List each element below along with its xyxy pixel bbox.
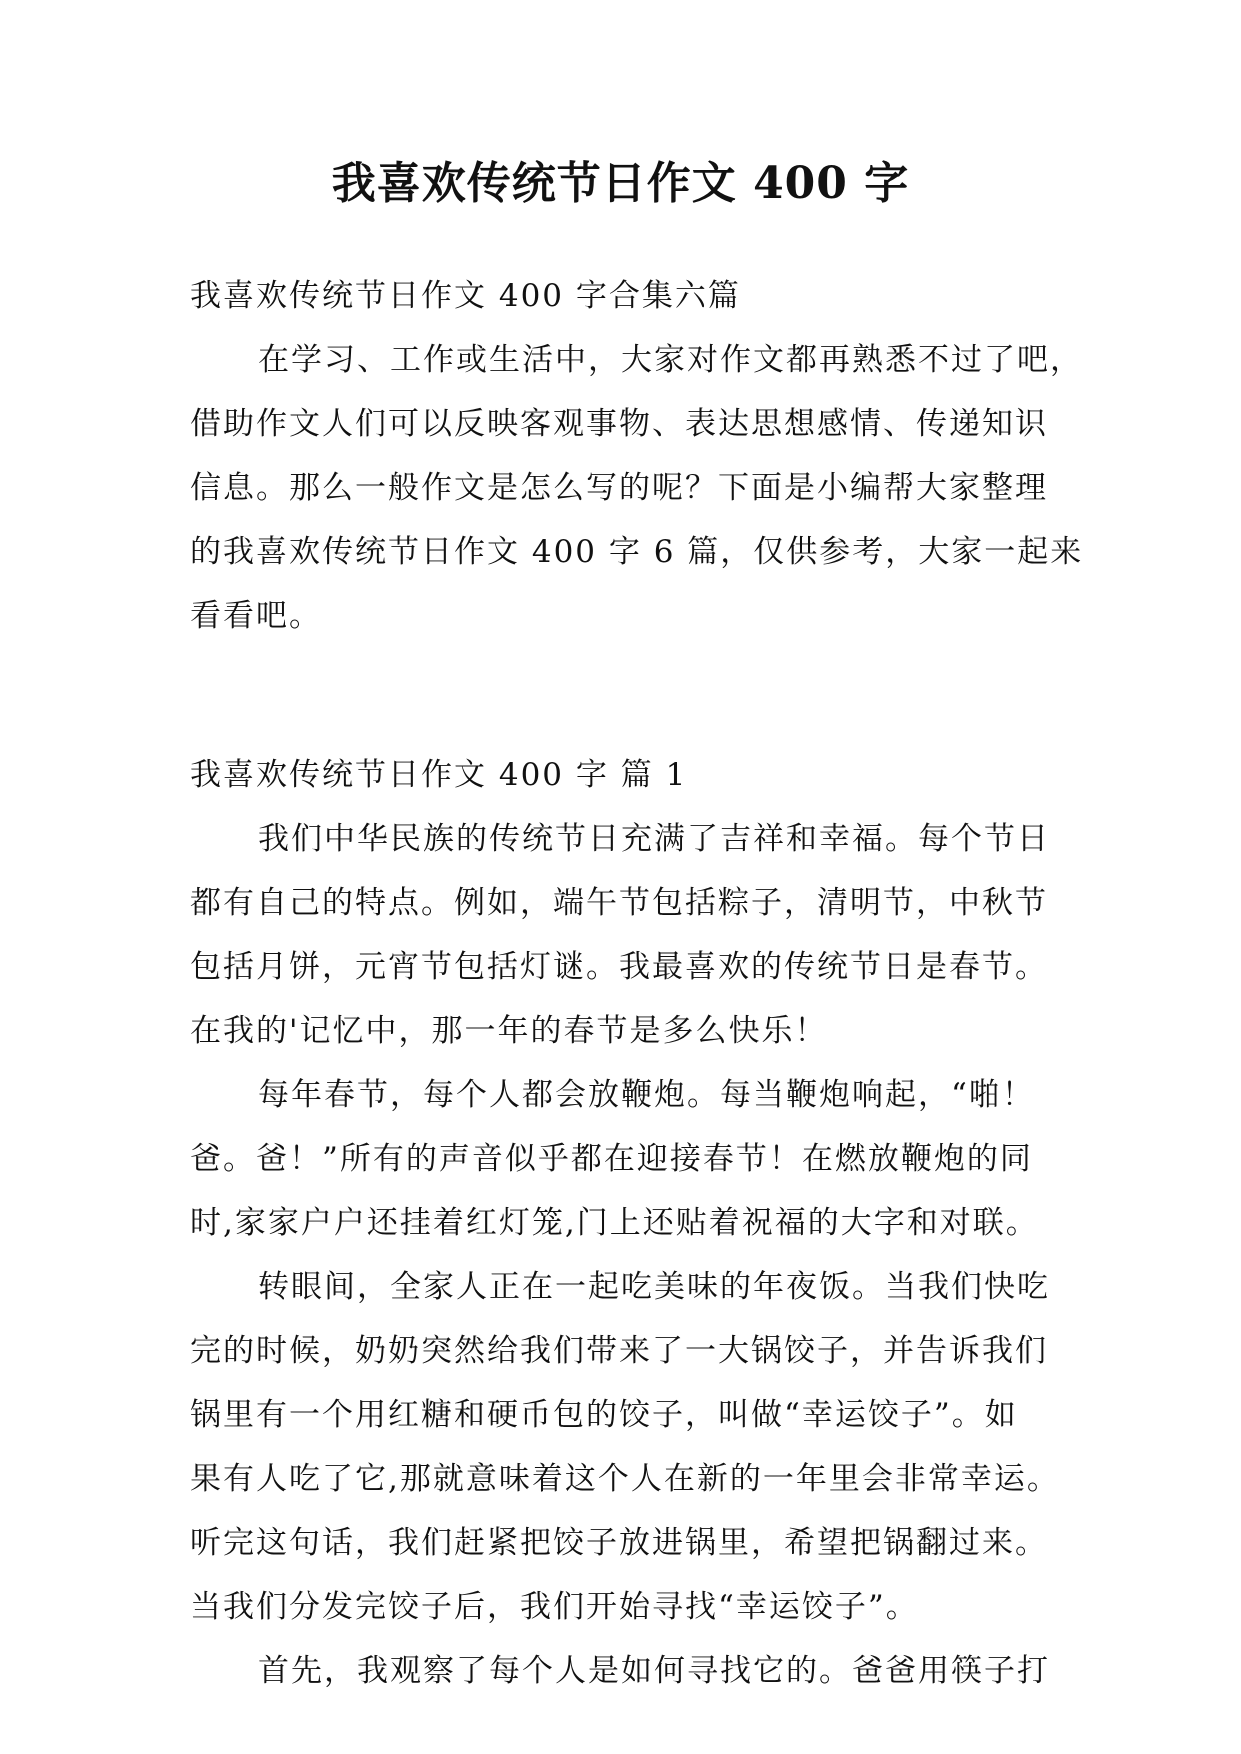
text-line: 转眼间，全家人正在一起吃美味的年夜饭。当我们快吃 bbox=[258, 1269, 1050, 1305]
text-line: 爸。爸！”所有的声音似乎都在迎接春节！在燃放鞭炮的同 bbox=[190, 1141, 1033, 1177]
essay-paragraph bbox=[190, 807, 1070, 1063]
text-line: 每年春节，每个人都会放鞭炮。每当鞭炮响起，“啪！ bbox=[258, 1077, 1035, 1113]
essay-paragraph bbox=[190, 1255, 1070, 1639]
essay-heading: 我喜欢传统节日作文 400 字 篇 1 bbox=[190, 757, 688, 793]
text-line: 信息。那么一般作文是怎么写的呢？下面是小编帮大家整理 bbox=[190, 470, 1048, 506]
text-line: 我们中华民族的传统节日充满了吉祥和幸福。每个节日 bbox=[258, 821, 1050, 857]
text-line: 首先，我观察了每个人是如何寻找它的。爸爸用筷子打 bbox=[258, 1653, 1050, 1689]
text-line: 看看吧。 bbox=[190, 598, 322, 634]
essay-paragraph bbox=[190, 1063, 1070, 1255]
text-line: 果有人吃了它,那就意味着这个人在新的一年里会非常幸运。 bbox=[190, 1461, 1060, 1497]
text-line: 包括月饼，元宵节包括灯谜。我最喜欢的传统节日是春节。 bbox=[190, 949, 1048, 985]
document-body bbox=[190, 264, 1084, 1703]
text-line: 在学习、工作或生活中，大家对作文都再熟悉不过了吧， bbox=[258, 342, 1083, 378]
text-line: 听完这句话，我们赶紧把饺子放进锅里，希望把锅翻过来。 bbox=[190, 1525, 1048, 1561]
collection-heading: 我喜欢传统节日作文 400 字合集六篇 bbox=[190, 278, 741, 314]
intro-paragraph bbox=[190, 328, 1084, 648]
document-title: 我喜欢传统节日作文 400 字 bbox=[331, 158, 910, 209]
essay-paragraph bbox=[190, 1639, 1070, 1703]
text-line: 当我们分发完饺子后，我们开始寻找“幸运饺子”。 bbox=[190, 1589, 919, 1625]
text-line: 的我喜欢传统节日作文 400 字 6 篇，仅供参考，大家一起来 bbox=[190, 534, 1084, 570]
text-line: 完的时候，奶奶突然给我们带来了一大锅饺子，并告诉我们 bbox=[190, 1333, 1048, 1369]
text-line: 锅里有一个用红糖和硬币包的饺子，叫做“幸运饺子”。如 bbox=[190, 1397, 1018, 1433]
text-line: 时,家家户户还挂着红灯笼,门上还贴着祝福的大字和对联。 bbox=[190, 1205, 1039, 1241]
text-line: 在我的'记忆中，那一年的春节是多么快乐！ bbox=[190, 1013, 828, 1049]
section-gap bbox=[190, 648, 1070, 743]
text-line: 借助作文人们可以反映客观事物、表达思想感情、传递知识 bbox=[190, 406, 1048, 442]
text-line: 都有自己的特点。例如，端午节包括粽子，清明节，中秋节 bbox=[190, 885, 1048, 921]
